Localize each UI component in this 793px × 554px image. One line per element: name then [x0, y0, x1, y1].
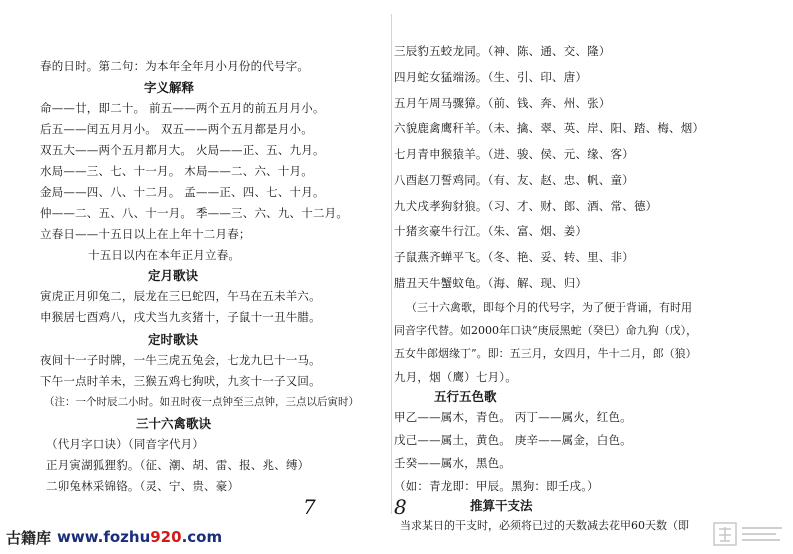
text-line: 甲乙——属木，青色。 丙丁——属火，红色。	[394, 410, 632, 424]
text-line: 五月午周马骤獐。（前、钱、奔、州、张）	[394, 96, 611, 110]
text-line: 寅虎正月卯兔二，辰龙在三巳蛇四，午马在五未羊六。	[40, 289, 321, 303]
section-heading: 定时歌诀	[148, 332, 199, 347]
site-url-prefix: www.fozhu	[57, 528, 151, 546]
text-line: 四月蛇女猛端汤。（生、引、印、唐）	[394, 70, 588, 84]
text-line: 六貌鹿禽鹰秆羊。（未、擒、翠、英、岸、阳、踏、梅、烟）	[394, 121, 705, 135]
text-line: 水局——三、七、十一月。 木局——二、六、十月。	[40, 164, 313, 178]
text-line: 春的日时。第二句：为本年全年月小月份的代号字。	[40, 59, 310, 73]
site-url[interactable]	[57, 528, 222, 546]
text-line: 下午一点时羊未，三猴五鸡七狗吠，九亥十一子又回。	[40, 374, 321, 388]
text-line: 立春日——十五日以上在上年十二月春；	[40, 227, 251, 241]
text-line: 双五大——两个五月都月大。 火局——正、五、九月。	[40, 143, 325, 157]
site-name: 古籍库	[6, 528, 52, 547]
text-line: （注：一个时辰二小时。如丑时夜一点钟至三点钟，三点以后寅时）	[44, 396, 359, 408]
site-url-suffix: .com	[181, 528, 223, 546]
text-line: 正月寅湖狐狸豹。（征、潮、胡、雷、报、兆、缚）	[46, 458, 310, 472]
text-line: （代月字口诀）（同音字代月）	[46, 437, 205, 451]
section-heading: 三十六禽歌诀	[136, 416, 212, 431]
text-line: 九犬戌孝狗豺狼。（习、才、财、郎、酒、常、德）	[394, 199, 658, 213]
text-line: 命——廿，即二十。 前五——两个五月的前五月月小。	[40, 101, 325, 115]
text-line: 金局——四、八、十二月。 孟——正、四、七、十月。	[40, 185, 325, 199]
text-line: 当求某日的干支时，必须将已过的天数减去花甲60天数（即	[400, 519, 689, 532]
text-line: 腊丑天牛蟹蚊龟。（海、解、现、归）	[394, 276, 588, 290]
text-line: （三十六禽歌，即每个月的代号字，为了便于背诵，有时用	[406, 301, 692, 314]
text-line: 后五——闰五月月小。 双五——两个五月都是月小。	[40, 122, 313, 136]
section-heading: 推算干支法	[470, 498, 533, 513]
text-line: 八酉赵刀誓鸡同。（有、友、赵、忠、帆、童）	[394, 173, 634, 187]
page-number: 7	[303, 495, 316, 519]
text-line: 壬癸——属水，黑色。	[394, 456, 511, 470]
text-line: 三辰豹五蛟龙同。（神、陈、通、交、隆）	[394, 44, 611, 58]
site-url-highlight: 920	[150, 528, 182, 546]
text-line: 戊己——属土，黄色。 庚辛——属金，白色。	[394, 433, 632, 447]
text-line: 十猪亥豪牛行江。（朱、富、烟、姜）	[394, 224, 588, 238]
section-heading: 定月歌诀	[148, 268, 199, 283]
site-watermark	[6, 526, 222, 548]
text-line: （如：青龙即：甲辰。黑狗：即壬戌。）	[394, 479, 599, 493]
section-heading: 字义解释	[144, 80, 195, 95]
text-line: 仲——二、五、八、十一月。 季——三、六、九、十二月。	[40, 206, 349, 220]
text-line: 二卯兔林采锦铬。（灵、宁、贵、豪）	[46, 479, 240, 493]
text-line: 同音字代替。如2000年口诀“庚辰黑蛇（癸巳）命九狗（戊），	[394, 324, 698, 337]
text-line: 申猴居七酉鸡八，戌犬当九亥猪十，子鼠十一丑牛腊。	[40, 310, 321, 324]
text-line: 子鼠燕齐蝉平飞。（冬、艳、妥、转、里、非）	[394, 250, 634, 264]
text-line: 五女牛郎烟缘丁”。即：五三月，女四月，牛十二月，郎（狼）	[394, 347, 697, 360]
page-number: 8	[394, 495, 407, 519]
text-line: 夜间十一子时牌，一牛三虎五兔会，七龙九巳十一马。	[40, 353, 321, 367]
text-line: 七月青申猴猿羊。（进、骏、侯、元、缘、客）	[394, 147, 634, 161]
left-page	[0, 0, 392, 554]
right-page	[392, 0, 793, 554]
text-line: 九月，烟（鹰）七月）。	[394, 370, 517, 384]
watermark-logo-icon	[710, 519, 786, 549]
section-heading: 五行五色歌	[434, 389, 497, 404]
text-line: 十五日以内在本年正月立春。	[88, 248, 241, 262]
